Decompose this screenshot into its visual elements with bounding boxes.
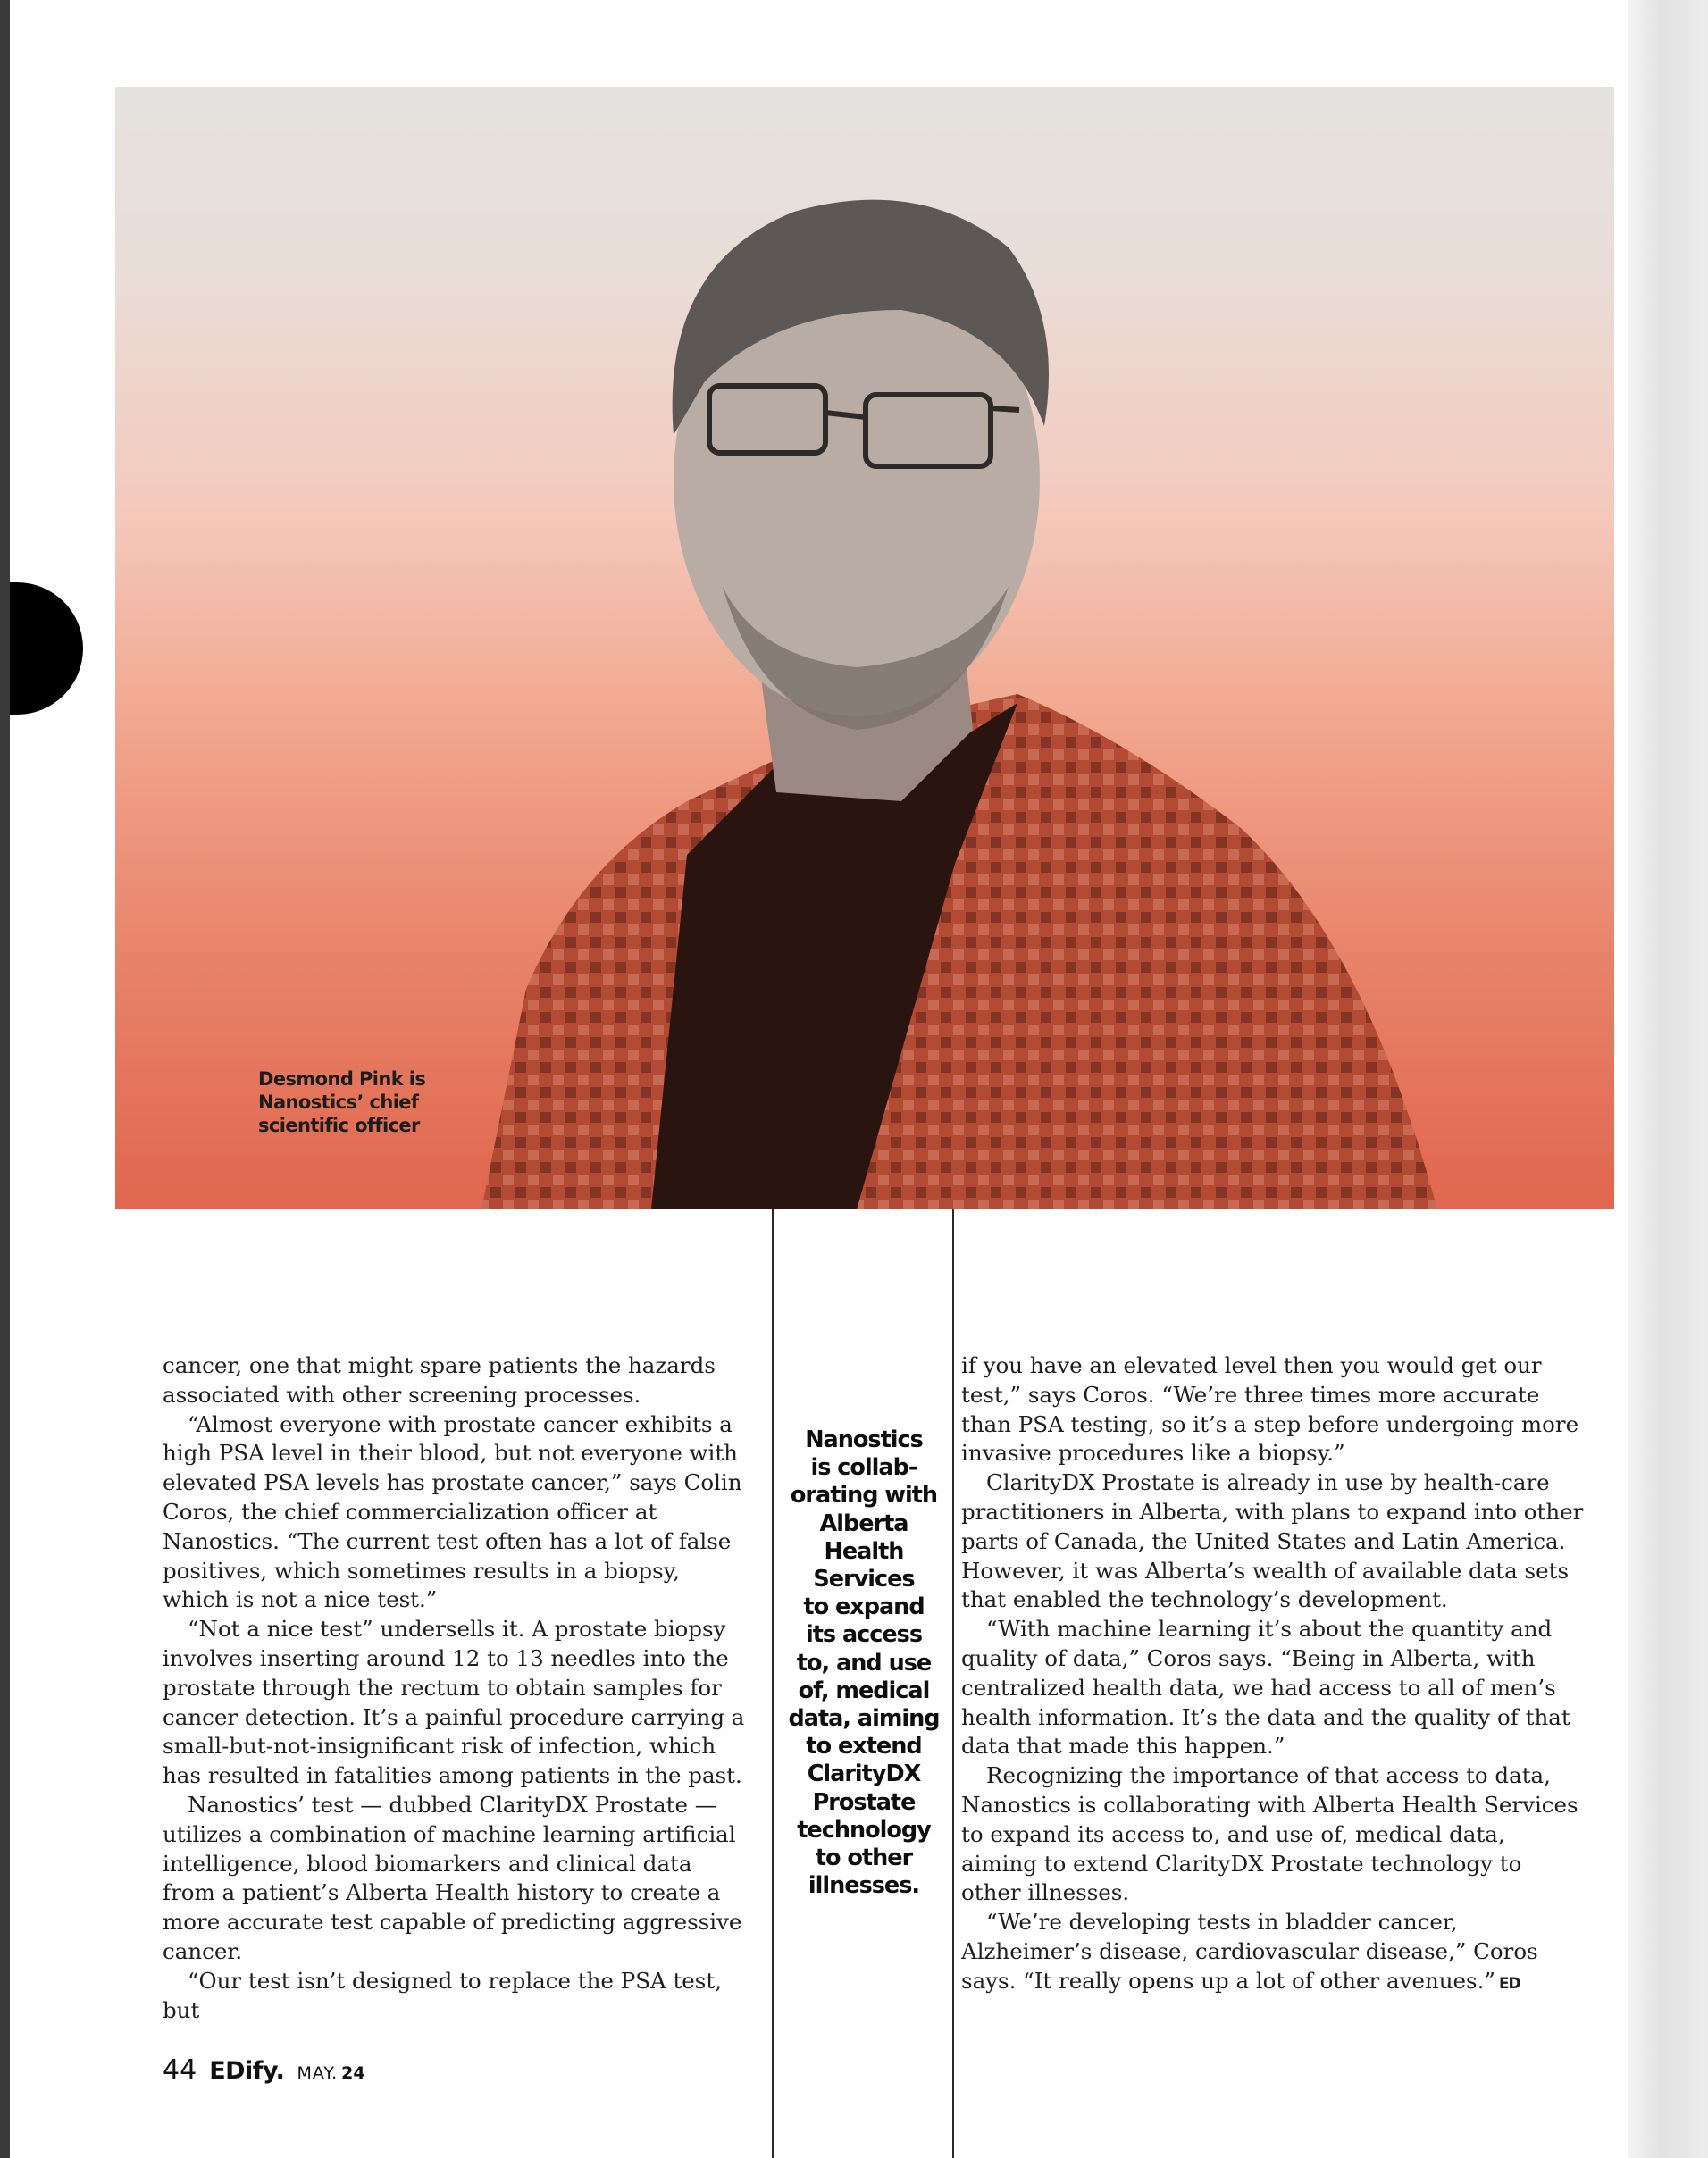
pull-quote (779, 1426, 949, 1900)
page-footer (163, 2054, 365, 2086)
page-number: 44 (163, 2054, 197, 2086)
pull-quote-line: data, aiming (788, 1705, 940, 1733)
article-paragraph: Nanostics’ test — dubbed ClarityDX Prostate — utilizes a combination of machine learning artificial intelligence, blood biomarkers and clinical data from a patient’s Alberta Health history to create a more accurate test capable of predicting aggressive cancer. (163, 1791, 742, 1964)
article-paragraph: if you have an elevated level then you would get our test,” says Coros. “We’re three times more accurate than PSA testing, so it’s a step before undergoing more invasive procedures like a biopsy.” (961, 1352, 1579, 1467)
article-column-left (163, 1351, 748, 2025)
portrait-photo (115, 87, 1614, 1209)
article-paragraph: Recognizing the importance of that access to data, Nanostics is collaborating with Alberta Health Services to expand its access to, and use of, medical data, aiming to extend ClarityDX Prostate technology to other illnesses. (961, 1762, 1578, 1906)
pull-quote-line: Health (824, 1537, 904, 1565)
pull-quote-line: Alberta (819, 1510, 908, 1537)
portrait-photo-icon (115, 87, 1614, 1209)
pull-quote-line: to, and use (796, 1649, 932, 1677)
photo-caption (258, 1067, 464, 1137)
article-paragraph: “With machine learning it’s about the quantity and quality of data,” Coros says. “Being in Alberta, with centralized health data, we had access to all of men’s health information. It’s the data and the quality of that data that made this happen.” (961, 1616, 1570, 1760)
article-paragraph (961, 1908, 1587, 1998)
magazine-brand: EDify. (209, 2057, 285, 2085)
page-binding-edge (0, 0, 10, 2158)
caption-line: Nanostics’ chief (258, 1092, 419, 1113)
article-paragraph-text: “We’re developing tests in bladder cancer, Alzheimer’s disease, cardiovascular disease,” Coros says. “It really opens up a lot of other avenues.” (961, 1909, 1538, 1994)
pull-quote-line: to expand (803, 1593, 925, 1621)
pull-quote-line: of, medical (798, 1677, 930, 1704)
pull-quote-line: ClarityDX (807, 1761, 921, 1788)
issue-year: 24 (341, 2063, 365, 2083)
end-mark: ED (1498, 1974, 1520, 1993)
page-curl-shadow (1628, 0, 1708, 2158)
pull-quote-line: Prostate (812, 1788, 916, 1816)
pull-quote-line: illnesses. (808, 1872, 920, 1900)
article-paragraph: “Our test isn’t designed to replace the PSA test, but (163, 1967, 723, 2023)
caption-line: scientific officer (258, 1115, 420, 1136)
article-paragraph: “Almost everyone with prostate cancer exhibits a high PSA level in their blood, but not everyone with elevated PSA levels has prostate cancer,” says Colin Coros, the chief commercialization officer at Nanostics. “The current test often has a lot of false positives, which sometimes results in a biopsy, which is not a nice test.” (163, 1410, 742, 1613)
pull-quote-line: Services (813, 1566, 915, 1593)
pull-quote-line: orating with (790, 1482, 938, 1510)
article-paragraph: “Not a nice test” undersells it. A prostate biopsy involves inserting around 12 to 13 needles into the prostate through the rectum to obtain samples for cancer detection. It’s a painful procedure carrying a small-but-not-insignificant risk of infection, which has resulted in fatalities among patients in the past. (163, 1616, 745, 1789)
pull-quote-line: technology (797, 1816, 931, 1844)
article-paragraph: ClarityDX Prostate is already in use by health-care practitioners in Alberta, with plans to expand into other parts of Canada, the United States and Latin America. However, it was Alberta’s wealth of available data sets that enabled the technology’s development. (961, 1469, 1584, 1613)
column-rule-right (952, 1209, 954, 2158)
pull-quote-line: to extend (806, 1733, 922, 1761)
pull-quote-line: to other (815, 1844, 913, 1872)
caption-line: Desmond Pink is (258, 1068, 426, 1090)
article-column-right (961, 1351, 1587, 1999)
section-tab-marker (10, 582, 83, 715)
pull-quote-line: its access (805, 1621, 923, 1649)
pull-quote-line: is collab- (810, 1454, 917, 1482)
pull-quote-line: Nanostics (805, 1426, 923, 1453)
column-rule-left (772, 1209, 774, 2158)
issue-month: MAY. (297, 2063, 339, 2083)
article-paragraph: cancer, one that might spare patients the hazards associated with other screening processes. (163, 1352, 716, 1408)
